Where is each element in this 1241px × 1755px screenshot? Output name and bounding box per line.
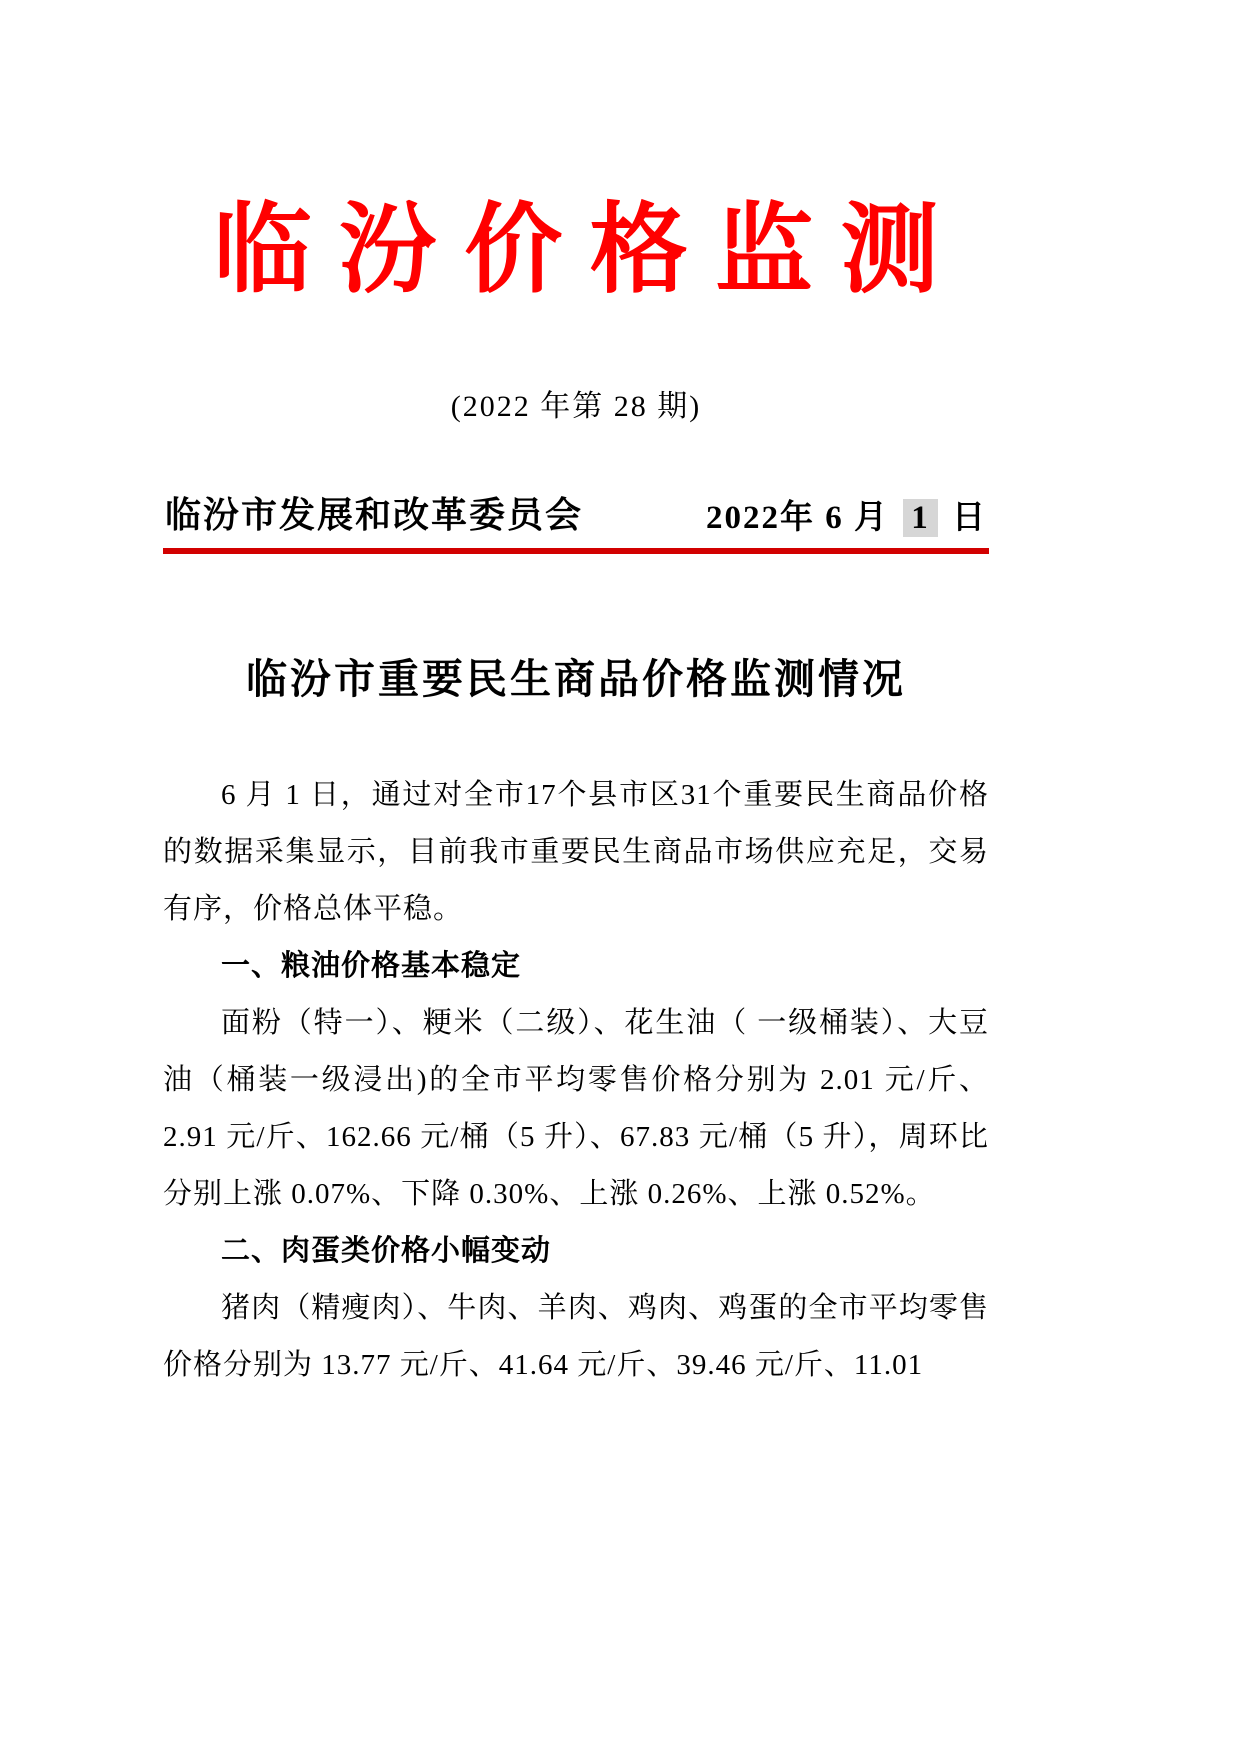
date-suffix: 日 xyxy=(952,499,987,536)
section-heading-grain-oil: 一、粮油价格基本稳定 xyxy=(221,949,522,982)
paragraph-grain-oil: 面粉（特一）、粳米（二级）、花生油（ 一级桶装）、大豆油（桶装一级浸出)的全市平均零售价格分别为 2.01 元/斤、2.91 元/斤、162.66 元/桶（5 升）、67.83 元/桶（5 升），周环比分别上涨 0.07%、下降 0.30%、上涨 0.26%、上涨 0.52%。 xyxy=(163,1006,989,1210)
document-header xyxy=(163,487,989,554)
paragraph-meat-egg: 猪肉（精瘦肉）、牛肉、羊肉、鸡肉、鸡蛋的全市平均零售价格分别为 13.77 元/斤、41.64 元/斤、39.46 元/斤、11.01 xyxy=(163,1291,989,1381)
date-prefix: 2022年 6 月 xyxy=(706,499,889,536)
paragraph-intro: 6 月 1 日，通过对全市17个县市区31个重要民生商品价格的数据采集显示，目前我市重要民生商品市场供应充足，交易有序，价格总体平稳。 xyxy=(163,778,989,925)
date-day: 1 xyxy=(903,499,938,537)
section-heading-meat-egg: 二、肉蛋类价格小幅变动 xyxy=(221,1234,552,1267)
issue-number: (2022 年第 28 期) xyxy=(450,389,702,423)
document-date xyxy=(706,491,987,538)
article-body xyxy=(163,767,989,1394)
masthead-title: 临汾价格监测 xyxy=(213,197,967,305)
article-title: 临汾市重要民生商品价格监测情况 xyxy=(246,655,906,702)
agency-name: 临汾市发展和改革委员会 xyxy=(165,494,584,535)
